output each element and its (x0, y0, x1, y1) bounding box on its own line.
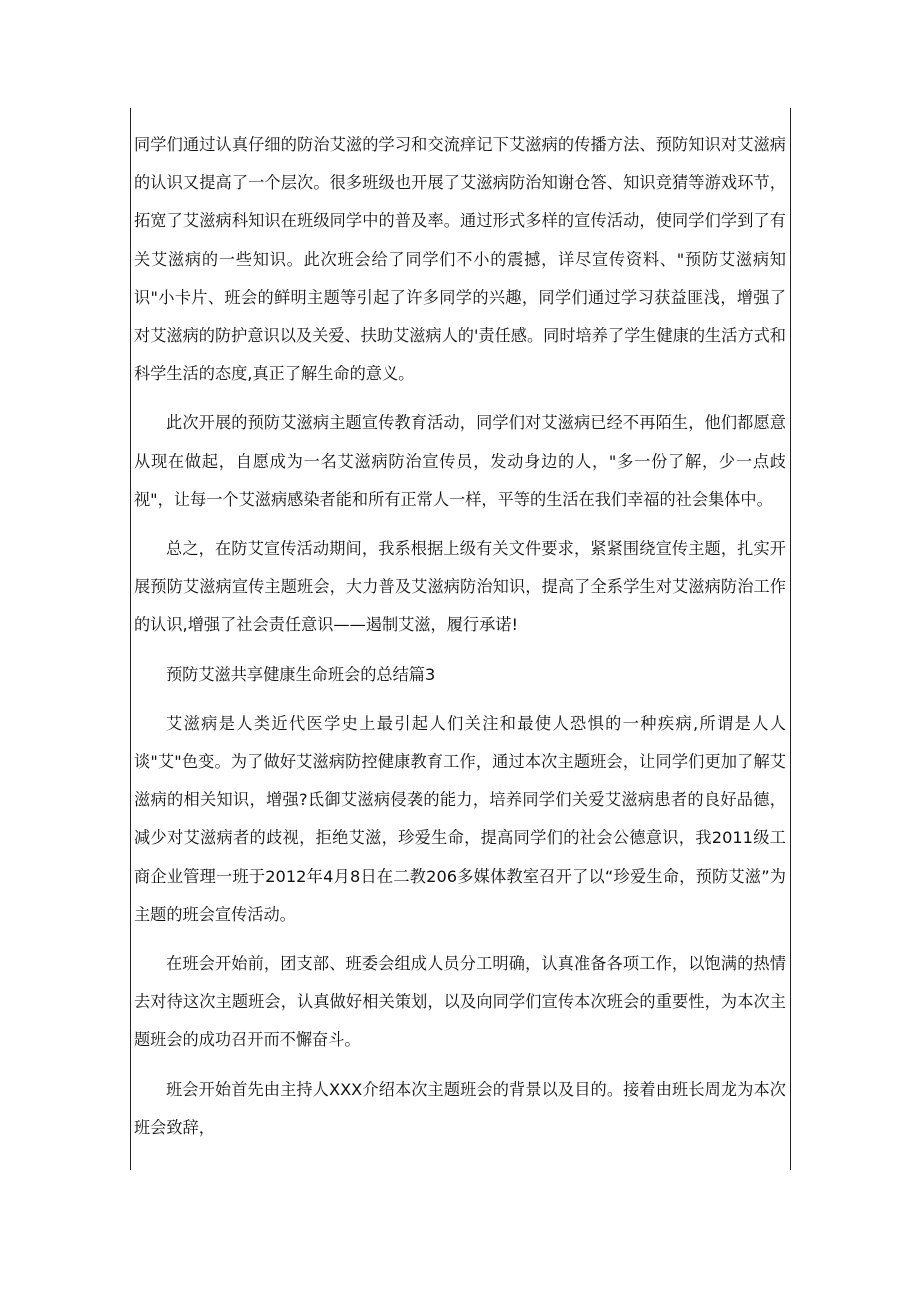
paragraph-1: 同学们通过认真仔细的防治艾滋的学习和交流痒记下艾滋病的传播方法、预防知识对艾滋病的认识又提高了一个层次。很多班级也开展了艾滋病防治知谢仓答、知识竞猜等游戏环节，拓宽了艾滋病科知识在班级同学中的普及率。通过形式多样的宣传活动，使同学们学到了有关艾滋病的一些知识。此次班会给了同学们不小的震撼，详尽宣传资料、"预防艾滋病知识"小卡片、班会的鲜明主题等引起了许多同学的兴趣，同学们通过学习获益匪浅，增强了对艾滋病的防护意识以及关爱、扶助艾滋病人的'责任感。同时培养了学生健康的生活方式和科学生活的态度,真正了解生命的意义。 (134, 135, 786, 384)
paragraph-3: 总之，在防艾宣传活动期间，我系根据上级有关文件要求，紧紧围绕宣传主题，扎实开展预防艾滋病宣传主题班会，大力普及艾滋病防治知识，提高了全系学生对艾滋病防治工作的认识,增强了社会责任意识——遏制艾滋，履行承诺! (134, 539, 786, 635)
page-border-left (130, 108, 131, 1170)
paragraph-2: 此次开展的预防艾滋病主题宣传教育活动，同学们对艾滋病已经不再陌生，他们都愿意从现在做起，自愿成为一名艾滋病防治宣传员，发动身边的人，"多一份了解，少一点歧视"，让每一个艾滋病感染者能和所有正常人一样，平等的生活在我们幸福的社会集体中。 (134, 413, 786, 509)
paragraph-4: 艾滋病是人类近代医学史上最引起人们关注和最使人恐惧的一种疾病,所谓是人人谈"艾"色变。为了做好艾滋病防控健康教育工作，通过本次主题班会，让同学们更加了解艾滋病的相关知识，增强?氐御艾滋病侵袭的能力，培养同学们关爱艾滋病患者的良好品德，减少对艾滋病者的歧视，拒绝艾滋，珍爱生命，提高同学们的社会公德意识，我2011级工商企业管理一班于2012年4月8日在二教206多媒体教室召开了以“珍爱生命，预防艾滋”为主题的班会宣传活动。 (134, 713, 786, 924)
paragraph-6: 班会开始首先由主持人XXX介绍本次主题班会的背景以及目的。接着由班长周龙为本次班会致辞， (134, 1079, 786, 1137)
paragraph-5: 在班会开始前，团支部、班委会组成人员分工明确，认真准备各项工作，以饱满的热情去对待这次主题班会，认真做好相关策划，以及向同学们宣传本次班会的重要性，为本次主题班会的成功召开而不懈奋斗。 (134, 954, 786, 1050)
page-border-right (790, 108, 791, 1170)
document-body (134, 126, 786, 1158)
section-heading: 预防艾滋共享健康生命班会的总结篇3 (166, 664, 436, 684)
